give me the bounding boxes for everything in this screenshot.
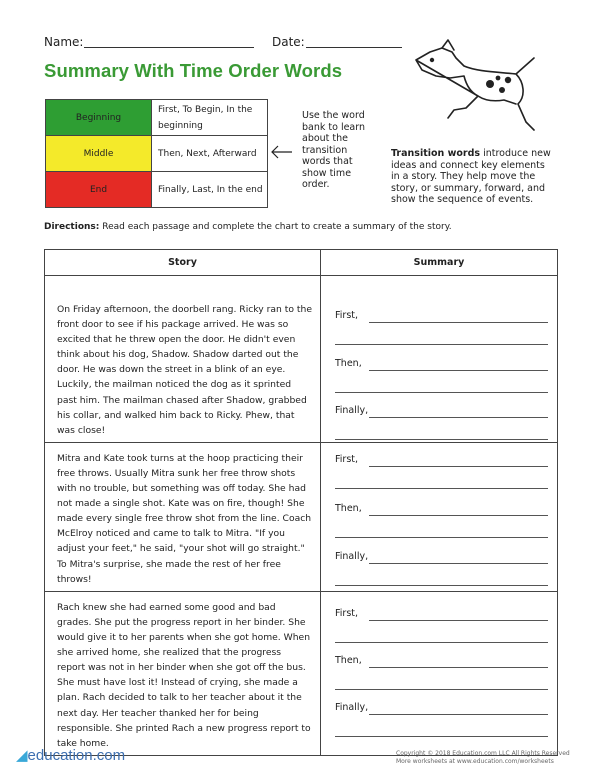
legend-row-beginning [46,100,267,136]
transition-word-bank [45,99,268,208]
transition-term: Transition words [391,148,481,159]
legend-label-end: End [46,172,152,207]
summary-cell-1 [321,276,558,443]
summary-column-header: Summary [321,250,558,276]
directions-label: Directions: [44,222,100,232]
name-label: Name: [44,35,84,49]
more-worksheets-text[interactable]: More worksheets at www.education.com/worksheets [396,758,554,765]
story-passage-1: On Friday afternoon, the doorbell rang. Ricky ran to the front door to see if his package arrived. He was so excited that he threw open the door. He didn't even think about his dog, Shadow. Shadow darted out the door. He was down the street in a blink of an eye. Luckily, the mailman noticed the dog as it sprinted past him. The mailman chased after Shadow, grabbed his collar, and walked him back to Ricky. Phew, that was close! [45,276,321,443]
summary-chart [44,249,558,756]
footer-copyright [396,750,586,766]
page-title: Summary With Time Order Words [44,60,343,81]
transition-words-note [391,148,556,206]
summary-cell-2 [321,442,558,591]
first-label: First, [335,310,359,321]
left-arrow-icon [268,112,296,192]
copyright-text: Copyright © 2018 Education.com LLC All Rights Reserved [396,750,570,757]
dog-illustration [408,38,548,138]
directions-text: Read each passage and complete the chart to create a summary of the story. [99,222,452,232]
legend-label-middle: Middle [46,136,152,171]
transition-text: introduce new ideas and connect key elements in a story. They help move the story, or summary, forward, and show the sequence of events. [391,148,551,205]
legend-words-middle: Then, Next, Afterward [158,148,257,159]
date-line[interactable] [306,47,402,48]
date-label: Date: [272,35,305,49]
logo-mark-icon: ◢ [16,747,28,764]
first-label: First, [335,453,359,465]
name-line[interactable] [84,47,254,48]
legend-row-end [46,172,267,207]
then-label: Then, [335,358,362,369]
word-bank-note: Use the word bank to learn about the transition words that show time order. [302,110,366,190]
directions [44,222,452,232]
then-label: Then, [335,502,362,514]
education-logo[interactable] [16,746,125,764]
finally-label: Finally, [335,405,369,416]
then-label: Then, [335,654,362,666]
story-passage-3: Rach knew she had earned some good and bad grades. She put the progress report in her binder. She would give it to her parents when she got home. When she arrived home, she realized that the progress report was not in her binder when she got off the bus. She must have lost it! Instead of crying, she made a plan. Rach decided to talk to her teacher about it the next day. Her teacher thanked her for being responsible. She printed Rach a new progress report to take home. [45,591,321,755]
finally-label: Finally, [335,550,369,562]
finally-label: Finally, [335,701,369,713]
logo-text: education.com [27,747,126,764]
story-passage-2: Mitra and Kate took turns at the hoop practicing their free throws. Usually Mitra sunk her free throw shots with no trouble, but something was off today. She had not made a single shot. Kate was on fire, though! She made every single free throw shot from the line. Coach McElroy noticed and came to talk to Mitra. "If you adjust your feet," he said, "your shot will go straight." To Mitra's surprise, she made the rest of her free throws! [45,442,321,591]
legend-words-beginning: First, To Begin, In the beginning [158,104,253,131]
story-column-header: Story [45,250,321,276]
summary-cell-3 [321,591,558,755]
legend-label-beginning: Beginning [46,100,152,135]
first-label: First, [335,607,359,619]
legend-words-end: Finally, Last, In the end [158,184,263,195]
legend-row-middle [46,136,267,172]
